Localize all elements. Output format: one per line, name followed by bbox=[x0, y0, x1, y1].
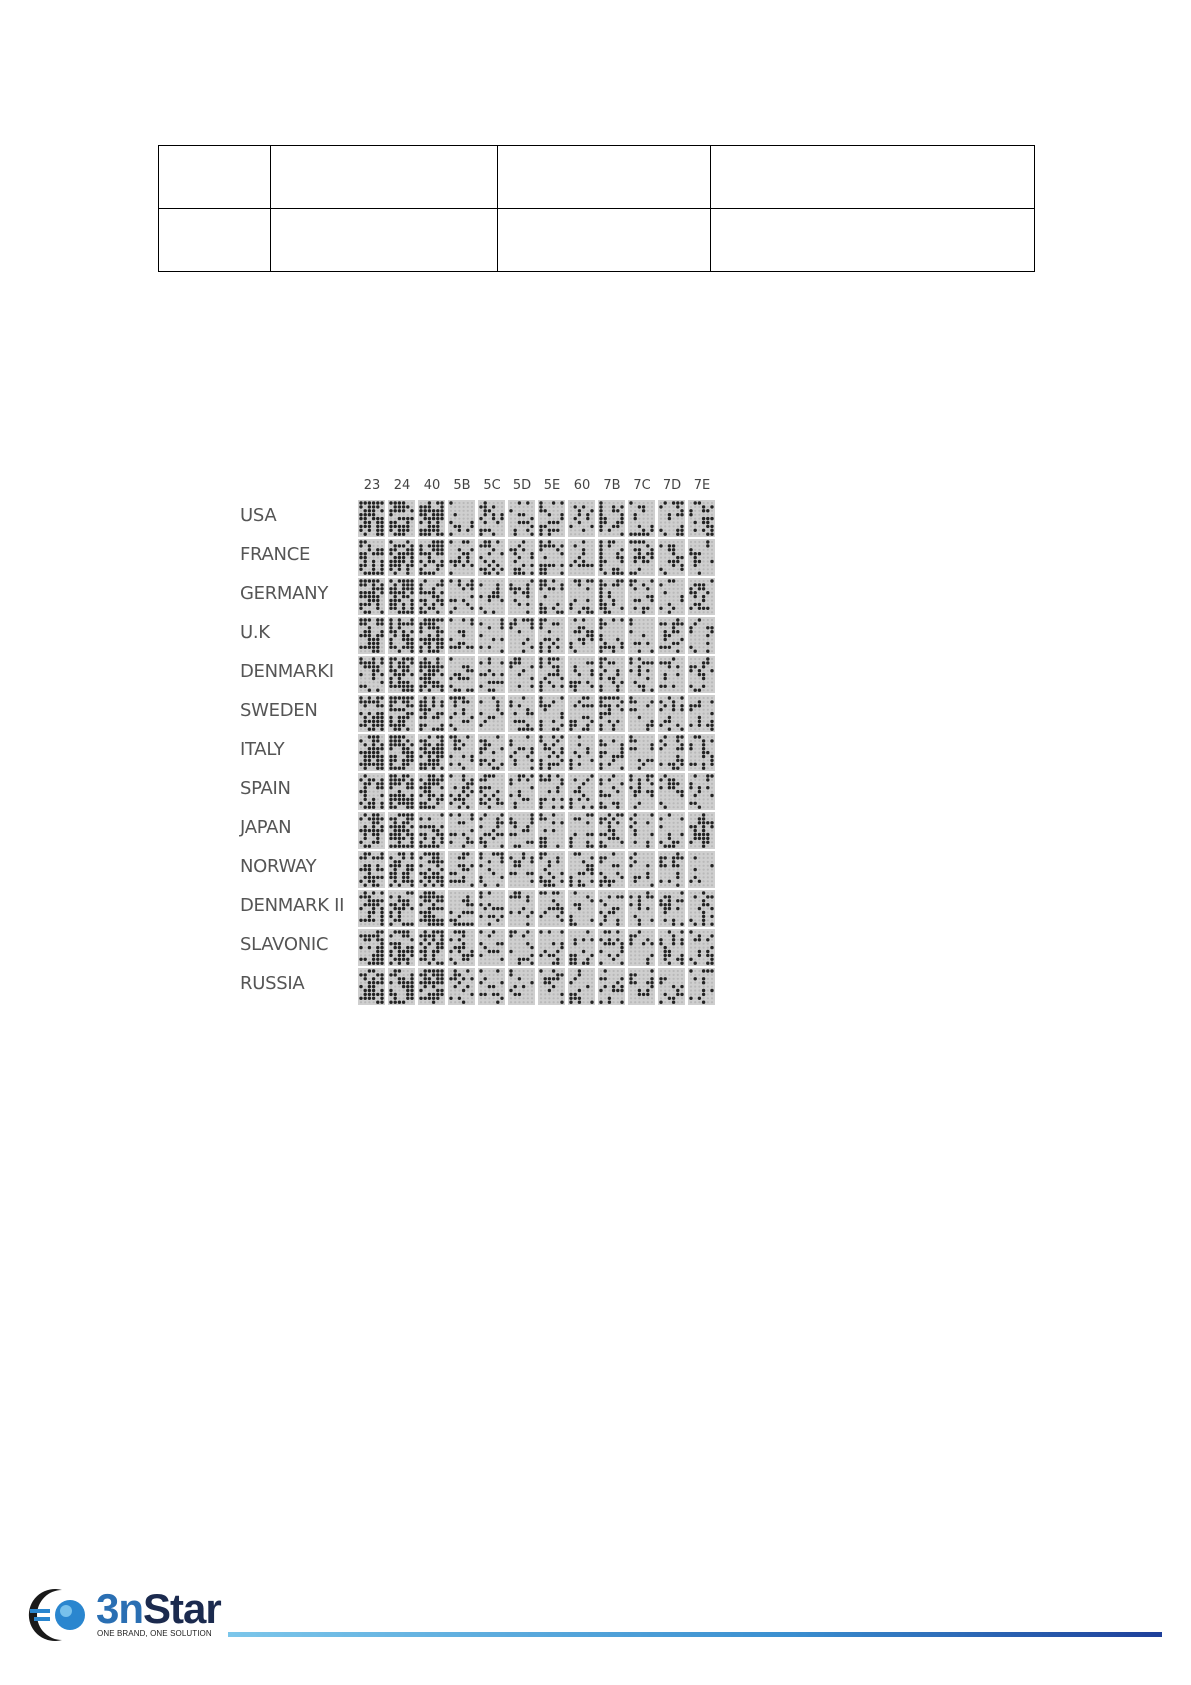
charset-glyph bbox=[538, 500, 565, 537]
brand-prefix: 3n bbox=[96, 1585, 144, 1632]
charset-glyph bbox=[688, 500, 715, 537]
charset-glyph bbox=[508, 734, 535, 771]
charset-row-label: U.K bbox=[240, 622, 270, 643]
charset-glyph bbox=[478, 929, 505, 966]
charset-glyph bbox=[598, 773, 625, 810]
charset-glyph bbox=[508, 539, 535, 576]
charset-glyph bbox=[688, 851, 715, 888]
charset-glyph bbox=[508, 890, 535, 927]
charset-glyph bbox=[418, 929, 445, 966]
charset-glyph bbox=[448, 890, 475, 927]
charset-glyph bbox=[418, 890, 445, 927]
charset-glyph bbox=[418, 539, 445, 576]
charset-glyph bbox=[418, 968, 445, 1005]
table-cell bbox=[159, 209, 271, 272]
charset-glyph bbox=[388, 578, 415, 615]
charset-column-header: 5E bbox=[543, 478, 561, 493]
charset-glyph bbox=[538, 890, 565, 927]
charset-glyph bbox=[388, 656, 415, 693]
charset-row-label: ITALY bbox=[240, 739, 285, 760]
charset-glyph bbox=[358, 890, 385, 927]
charset-glyph bbox=[418, 812, 445, 849]
charset-glyph bbox=[568, 890, 595, 927]
charset-glyph bbox=[658, 656, 685, 693]
charset-glyph bbox=[508, 617, 535, 654]
charset-row-label: FRANCE bbox=[240, 544, 311, 565]
charset-glyph bbox=[658, 578, 685, 615]
charset-glyph bbox=[628, 695, 655, 732]
charset-column-header: 5D bbox=[512, 478, 532, 493]
charset-glyph bbox=[478, 695, 505, 732]
charset-glyph bbox=[358, 929, 385, 966]
charset-glyph bbox=[448, 851, 475, 888]
charset-glyph bbox=[388, 539, 415, 576]
charset-glyph bbox=[448, 968, 475, 1005]
charset-glyph bbox=[628, 812, 655, 849]
charset-glyph bbox=[688, 539, 715, 576]
charset-glyph bbox=[688, 695, 715, 732]
charset-glyph bbox=[478, 812, 505, 849]
brand-tagline: ONE BRAND, ONE SOLUTION bbox=[97, 1629, 212, 1638]
charset-glyph bbox=[358, 773, 385, 810]
charset-glyph bbox=[478, 539, 505, 576]
charset-glyph bbox=[358, 734, 385, 771]
charset-glyph bbox=[508, 656, 535, 693]
charset-glyph bbox=[538, 539, 565, 576]
charset-glyph bbox=[538, 695, 565, 732]
charset-column-header: 60 bbox=[573, 478, 591, 493]
charset-glyph bbox=[448, 617, 475, 654]
charset-glyph bbox=[598, 539, 625, 576]
charset-glyph bbox=[598, 929, 625, 966]
charset-column-header: 40 bbox=[423, 478, 441, 493]
charset-glyph bbox=[478, 890, 505, 927]
charset-column-header: 7E bbox=[693, 478, 711, 493]
charset-glyph bbox=[568, 773, 595, 810]
international-charset-table bbox=[238, 476, 722, 1008]
charset-glyph bbox=[628, 890, 655, 927]
table-row bbox=[159, 146, 1035, 209]
charset-glyph bbox=[598, 968, 625, 1005]
charset-glyph bbox=[598, 734, 625, 771]
charset-glyph bbox=[688, 578, 715, 615]
charset-glyph bbox=[358, 851, 385, 888]
charset-glyph bbox=[388, 695, 415, 732]
charset-glyph bbox=[688, 656, 715, 693]
charset-glyph bbox=[628, 851, 655, 888]
charset-glyph bbox=[688, 773, 715, 810]
charset-glyph bbox=[358, 539, 385, 576]
charset-column-header: 7D bbox=[662, 478, 682, 493]
charset-glyph bbox=[358, 968, 385, 1005]
charset-glyph bbox=[478, 968, 505, 1005]
info-table bbox=[158, 145, 1035, 272]
charset-glyph bbox=[658, 773, 685, 810]
charset-glyph bbox=[448, 734, 475, 771]
charset-row-label: SPAIN bbox=[240, 778, 291, 799]
charset-glyph bbox=[538, 734, 565, 771]
charset-glyph bbox=[448, 578, 475, 615]
charset-glyph bbox=[598, 578, 625, 615]
charset-glyph bbox=[568, 500, 595, 537]
charset-glyph bbox=[358, 617, 385, 654]
charset-column-header: 5B bbox=[453, 478, 471, 493]
charset-glyph bbox=[688, 929, 715, 966]
charset-glyph bbox=[628, 773, 655, 810]
charset-glyph bbox=[658, 929, 685, 966]
charset-glyph bbox=[448, 539, 475, 576]
charset-glyph bbox=[478, 656, 505, 693]
charset-glyph bbox=[538, 578, 565, 615]
charset-glyph bbox=[628, 617, 655, 654]
charset-glyph bbox=[568, 656, 595, 693]
charset-glyph bbox=[568, 929, 595, 966]
table-cell bbox=[711, 146, 1035, 209]
charset-glyph bbox=[658, 890, 685, 927]
charset-glyph bbox=[508, 851, 535, 888]
charset-glyph bbox=[388, 968, 415, 1005]
charset-glyph bbox=[568, 578, 595, 615]
charset-glyph bbox=[628, 929, 655, 966]
charset-row-label: USA bbox=[240, 505, 277, 526]
charset-glyph bbox=[628, 656, 655, 693]
charset-glyph bbox=[358, 695, 385, 732]
charset-glyph bbox=[418, 851, 445, 888]
charset-glyph bbox=[658, 695, 685, 732]
charset-glyph bbox=[358, 812, 385, 849]
charset-glyph bbox=[628, 578, 655, 615]
charset-glyph bbox=[628, 968, 655, 1005]
charset-glyph bbox=[478, 851, 505, 888]
charset-glyph bbox=[658, 851, 685, 888]
charset-row-label: SWEDEN bbox=[240, 700, 318, 721]
charset-glyph bbox=[568, 617, 595, 654]
charset-glyph bbox=[448, 656, 475, 693]
charset-glyph bbox=[598, 656, 625, 693]
charset-glyph bbox=[418, 500, 445, 537]
table-cell bbox=[498, 209, 711, 272]
table-cell bbox=[271, 209, 498, 272]
table-cell bbox=[498, 146, 711, 209]
charset-glyph bbox=[658, 500, 685, 537]
charset-glyph bbox=[418, 773, 445, 810]
charset-glyph bbox=[478, 773, 505, 810]
charset-glyph bbox=[568, 812, 595, 849]
charset-glyph bbox=[478, 734, 505, 771]
charset-glyph bbox=[538, 968, 565, 1005]
charset-glyph bbox=[448, 812, 475, 849]
charset-glyph bbox=[388, 773, 415, 810]
footer-rule bbox=[228, 1632, 1162, 1637]
charset-row-label: SLAVONIC bbox=[240, 934, 329, 955]
charset-glyph bbox=[538, 851, 565, 888]
charset-glyph bbox=[658, 968, 685, 1005]
charset-glyph bbox=[448, 773, 475, 810]
charset-glyph bbox=[388, 617, 415, 654]
charset-row-label: DENMARKI bbox=[240, 661, 334, 682]
charset-glyph bbox=[388, 890, 415, 927]
charset-column-header: 5C bbox=[483, 478, 501, 493]
table-row bbox=[159, 209, 1035, 272]
charset-glyph bbox=[388, 734, 415, 771]
charset-glyph bbox=[508, 968, 535, 1005]
charset-glyph bbox=[388, 812, 415, 849]
charset-glyph bbox=[538, 812, 565, 849]
charset-glyph bbox=[478, 578, 505, 615]
charset-glyph bbox=[598, 890, 625, 927]
charset-row-label: JAPAN bbox=[240, 817, 292, 838]
charset-glyph bbox=[508, 695, 535, 732]
brand-name bbox=[96, 1585, 221, 1632]
charset-column-header: 7C bbox=[633, 478, 651, 493]
charset-glyph bbox=[418, 617, 445, 654]
charset-glyph bbox=[628, 539, 655, 576]
charset-glyph bbox=[538, 656, 565, 693]
charset-glyph bbox=[658, 617, 685, 654]
charset-glyph bbox=[598, 812, 625, 849]
charset-glyph bbox=[688, 812, 715, 849]
charset-glyph bbox=[388, 929, 415, 966]
charset-glyph bbox=[358, 656, 385, 693]
charset-glyph bbox=[658, 539, 685, 576]
charset-glyph bbox=[508, 500, 535, 537]
charset-glyph bbox=[418, 656, 445, 693]
charset-glyph bbox=[628, 500, 655, 537]
charset-glyph bbox=[568, 734, 595, 771]
charset-glyph bbox=[568, 539, 595, 576]
charset-glyph bbox=[388, 500, 415, 537]
charset-glyph bbox=[688, 617, 715, 654]
charset-glyph bbox=[538, 929, 565, 966]
charset-glyph bbox=[688, 734, 715, 771]
charset-glyph bbox=[388, 851, 415, 888]
charset-glyph bbox=[418, 695, 445, 732]
charset-glyph bbox=[628, 734, 655, 771]
charset-glyph bbox=[568, 695, 595, 732]
charset-glyph bbox=[478, 617, 505, 654]
charset-glyph bbox=[598, 617, 625, 654]
charset-glyph bbox=[448, 500, 475, 537]
charset-glyph bbox=[538, 773, 565, 810]
charset-glyph bbox=[538, 617, 565, 654]
charset-glyph bbox=[688, 890, 715, 927]
brand-suffix: Star bbox=[143, 1585, 221, 1632]
charset-glyph bbox=[598, 695, 625, 732]
charset-column-header: 7B bbox=[603, 478, 621, 493]
charset-glyph bbox=[418, 734, 445, 771]
table-cell bbox=[159, 146, 271, 209]
charset-glyph bbox=[508, 578, 535, 615]
charset-glyph bbox=[448, 695, 475, 732]
charset-glyph bbox=[448, 929, 475, 966]
charset-glyph bbox=[598, 851, 625, 888]
charset-glyph bbox=[508, 812, 535, 849]
charset-row-label: GERMANY bbox=[240, 583, 329, 604]
charset-glyph bbox=[358, 578, 385, 615]
charset-glyph bbox=[358, 500, 385, 537]
charset-row-label: RUSSIA bbox=[240, 973, 305, 994]
charset-glyph bbox=[598, 500, 625, 537]
charset-glyph bbox=[478, 500, 505, 537]
charset-glyph bbox=[568, 851, 595, 888]
charset-row-label: DENMARK II bbox=[240, 895, 345, 916]
table-cell bbox=[711, 209, 1035, 272]
charset-glyph bbox=[658, 734, 685, 771]
charset-glyph bbox=[688, 968, 715, 1005]
charset-glyph bbox=[508, 773, 535, 810]
charset-column-header: 23 bbox=[363, 478, 381, 493]
charset-glyph bbox=[418, 578, 445, 615]
charset-glyph bbox=[508, 929, 535, 966]
charset-row-label: NORWAY bbox=[240, 856, 317, 877]
charset-glyph bbox=[658, 812, 685, 849]
charset-glyph bbox=[568, 968, 595, 1005]
charset-column-header: 24 bbox=[393, 478, 411, 493]
table-cell bbox=[271, 146, 498, 209]
